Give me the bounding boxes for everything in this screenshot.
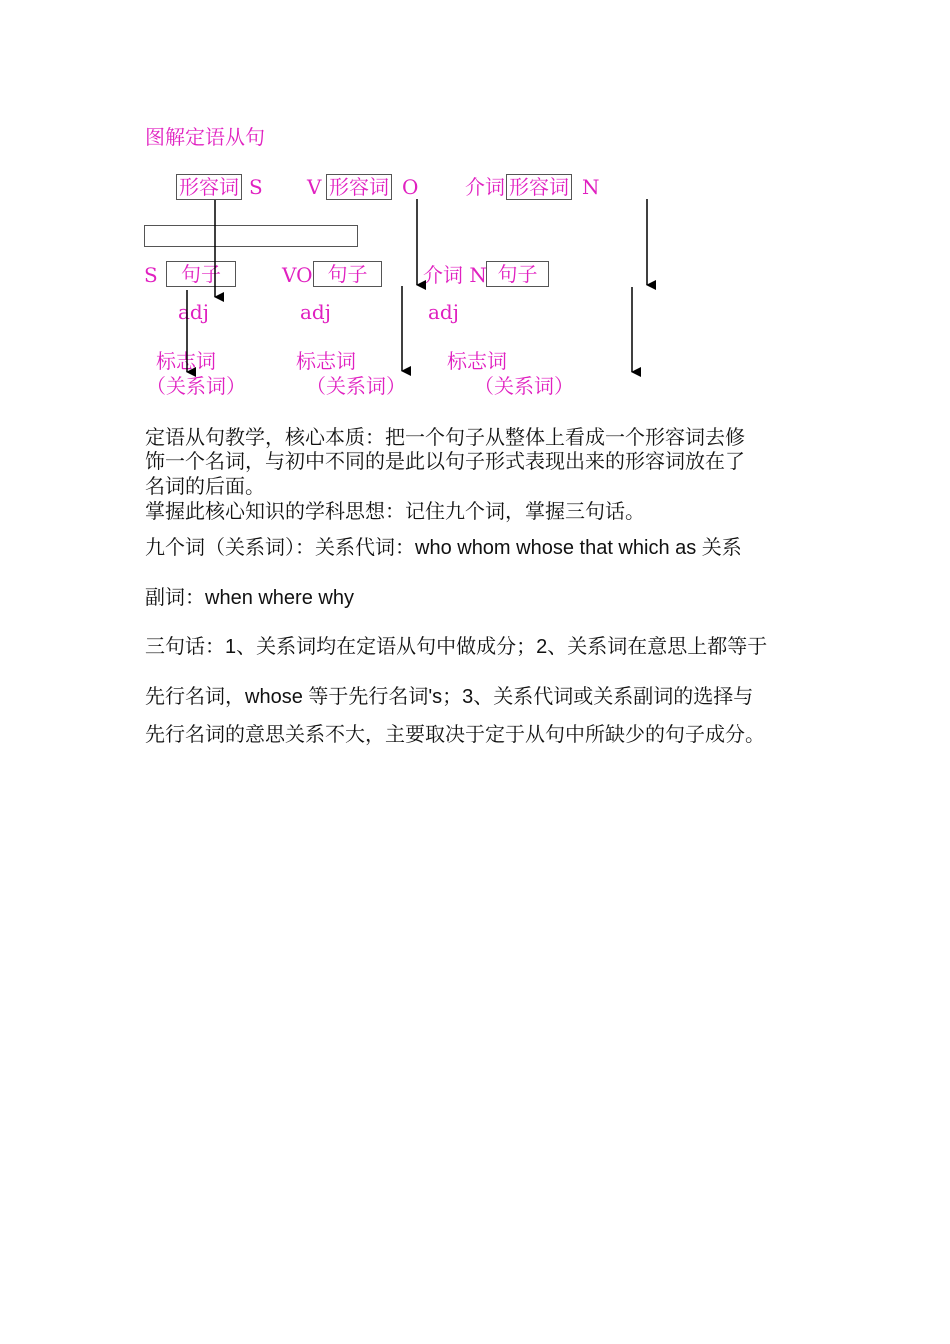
noun-label: N — [582, 175, 600, 199]
paragraph-line-1: 定语从句教学，核心本质：把一个句子从整体上看成一个形容词去修 — [145, 425, 745, 449]
paragraph-line-8: 先行名词，whose 等于先行名词's；3、关系代词或关系副词的选择与 — [145, 686, 754, 708]
adj-label-1: adj — [178, 300, 209, 324]
subject-label: S — [249, 175, 263, 199]
subject-label-2: S — [144, 263, 158, 287]
marker-label-2: 标志词 — [296, 349, 356, 373]
marker-label-1: 标志词 — [156, 349, 216, 373]
adj-label-3: adj — [428, 300, 459, 324]
paragraph-line-6: 副词：when where why — [145, 587, 354, 609]
paragraph-line-2: 饰一个名词，与初中不同的是此以句子形式表现出来的形容词放在了 — [145, 449, 745, 473]
adjective-box-1: 形容词 — [176, 174, 242, 200]
preposition-label: 介词 — [465, 175, 505, 199]
diagram-arrows — [0, 0, 950, 420]
paragraph-line-7: 三句话：1、关系词均在定语从句中做成分；2、关系词在意思上都等于 — [145, 636, 768, 658]
clause-box-2: 句子 — [313, 261, 382, 287]
paragraph-line-9: 先行名词的意思关系不大，主要取决于定于从句中所缺少的句子成分。 — [145, 724, 765, 746]
verb-object-label: VO — [282, 263, 313, 287]
object-label: O — [402, 175, 419, 199]
clause-box-3: 句子 — [486, 261, 549, 287]
relative-label-2: （关系词） — [306, 374, 406, 398]
marker-label-3: 标志词 — [447, 349, 507, 373]
adjective-box-2: 形容词 — [326, 174, 392, 200]
verb-label: V — [307, 175, 322, 199]
paragraph-line-3: 名词的后面。 — [145, 474, 265, 498]
adj-label-2: adj — [300, 300, 331, 324]
preposition-noun-label: 介词 N — [423, 263, 487, 287]
paragraph-line-4: 掌握此核心知识的学科思想：记住九个词，掌握三句话。 — [145, 499, 645, 523]
adjective-box-3: 形容词 — [506, 174, 572, 200]
relative-label-1: （关系词） — [146, 374, 246, 398]
relative-label-3: （关系词） — [474, 374, 574, 398]
clause-box-1: 句子 — [166, 261, 236, 287]
page-title: 图解定语从句 — [145, 125, 265, 149]
paragraph-line-5: 九个词（关系词）：关系代词：who whom whose that which as 关系 — [145, 537, 742, 559]
